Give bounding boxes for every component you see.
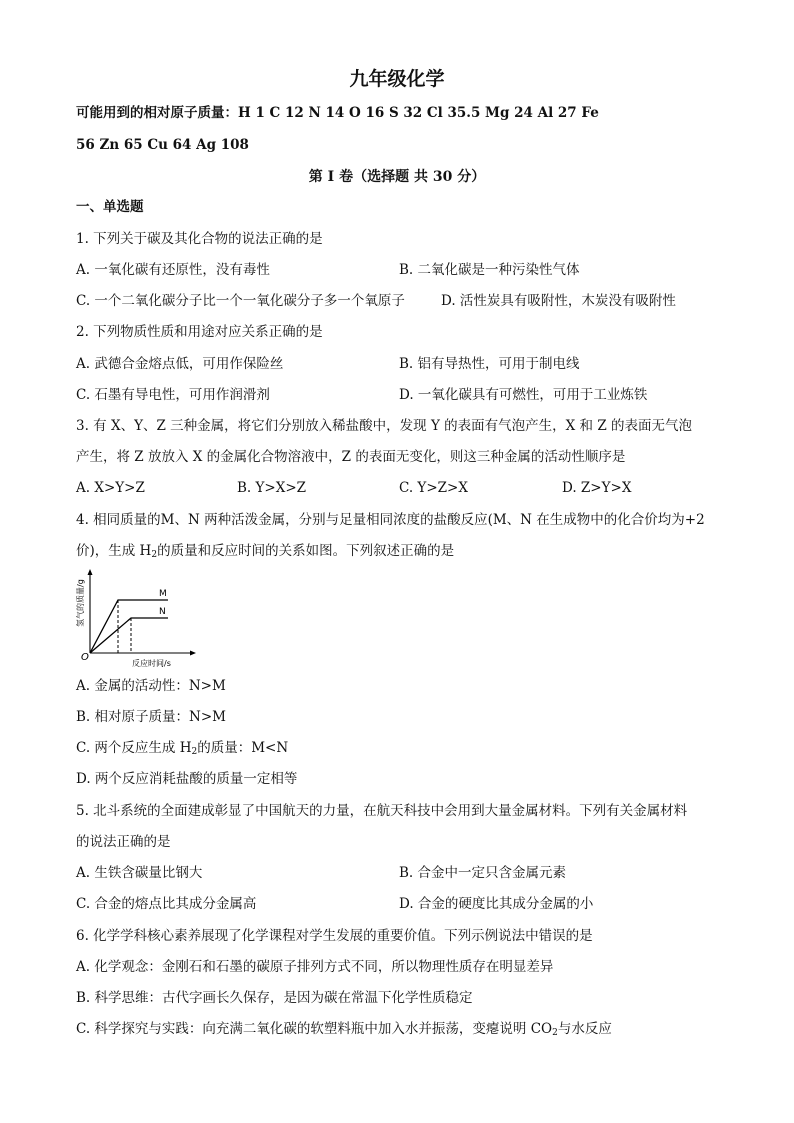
question-6-stem: 6. 化学学科核心素养展现了化学课程对学生发展的重要价值。下列示例说法中错误的是 (76, 928, 593, 944)
question-4-option-c-text-end: 的质量：M<N (197, 740, 289, 756)
question-3-stem-line-1: 3. 有 X、Y、Z 三种金属，将它们分别放入稀盐酸中，发现 Y 的表面有气泡产生，X 和 Z 的表面无气泡 (76, 418, 693, 434)
question-3-stem-line-2: 产生，将 Z 放放入 X 的金属化合物溶液中，Z 的表面无变化，则这三种金属的活动性顺序是 (76, 449, 626, 465)
question-4-option-c-text: C. 两个反应生成 H (76, 740, 192, 756)
series-line-n (90, 618, 168, 653)
question-4-option-c (76, 739, 288, 757)
question-1-stem: 1. 下列关于碳及其化合物的说法正确的是 (76, 231, 323, 247)
part-one-title: 第 I 卷（选择题 共 30 分） (308, 169, 486, 185)
question-2-option-c: C. 石墨有导电性，可用作润滑剂 (76, 387, 270, 403)
question-5-option-c: C. 合金的熔点比其成分金属高 (76, 896, 257, 912)
question-4-stem-text-end: 的质量和反应时间的关系如图。下列叙述正确的是 (157, 543, 455, 559)
question-3-option-a: A. X>Y>Z (76, 480, 145, 496)
question-4-option-a: A. 金属的活动性：N>M (76, 678, 226, 694)
question-4-option-b: B. 相对原子质量：N>M (76, 709, 226, 725)
question-3-option-b: B. Y>X>Z (237, 480, 307, 496)
question-6-option-b: B. 科学思维：古代字画长久保存，是因为碳在常温下化学性质稳定 (76, 990, 473, 1006)
question-6-option-a: A. 化学观念：金刚石和石墨的碳原子排列方式不同，所以物理性质存在明显差异 (76, 959, 554, 975)
question-6-option-c-subscript: 2 (552, 1028, 558, 1038)
question-1-option-c: C. 一个二氧化碳分子比一个一氧化碳分子多一个氧原子 (76, 293, 405, 309)
series-label-m: M (159, 589, 167, 599)
question-3-option-c: C. Y>Z>X (399, 480, 468, 496)
origin-label: O (81, 652, 89, 663)
question-3-option-d: D. Z>Y>X (562, 480, 632, 496)
question-4-subscript: 2 (151, 550, 158, 560)
question-4-stem-text: 价)，生成 H (76, 543, 152, 559)
question-2-stem: 2. 下列物质性质和用途对应关系正确的是 (76, 324, 323, 340)
question-5-stem-line-1: 5. 北斗系统的全面建成彰显了中国航天的力量，在航天科技中会用到大量金属材料。下列有关金属材料 (76, 803, 688, 819)
question-5-option-b: B. 合金中一定只含金属元素 (399, 865, 567, 881)
question-4-stem-line-2 (76, 542, 454, 560)
question-1-option-b: B. 二氧化碳是一种污染性气体 (399, 262, 580, 278)
page-title: 九年级化学 (349, 68, 445, 90)
y-axis-arrow (88, 569, 93, 575)
question-1-option-d: D. 活性炭具有吸附性，木炭没有吸附性 (441, 293, 676, 309)
section-title: 一、单选题 (76, 199, 144, 215)
x-axis-arrow (190, 651, 196, 656)
question-2-option-d: D. 一氧化碳具有可燃性，可用于工业炼铁 (399, 387, 648, 403)
question-5-stem-line-2: 的说法正确的是 (76, 834, 171, 850)
question-4-stem-line-1: 4. 相同质量的M、N 两种活泼金属，分别与足量相同浓度的盐酸反应(M、N 在生成物中的化合价均为+2 (76, 512, 705, 528)
y-axis-label: 氢气的质量/g (76, 579, 85, 627)
series-label-n: N (159, 607, 166, 617)
x-axis-label: 反应时间/s (132, 659, 171, 668)
question-2-option-a: A. 武德合金熔点低，可用作保险丝 (76, 356, 284, 372)
question-6-option-c-text: C. 科学探究与实践：向充满二氧化碳的软塑料瓶中加入水并振荡，变瘪说明 CO (76, 1021, 553, 1037)
question-6-option-c-text-end: 与水反应 (557, 1021, 612, 1037)
question-4-option-d: D. 两个反应消耗盐酸的质量一定相等 (76, 771, 298, 787)
hydrogen-mass-chart (68, 565, 198, 675)
question-5-option-d: D. 合金的硬度比其成分金属的小 (399, 896, 594, 912)
question-2-option-b: B. 铝有导热性，可用于制电线 (399, 356, 580, 372)
atomic-masses-line-1: 可能用到的相对原子质量：H 1 C 12 N 14 O 16 S 32 Cl 35.5 Mg 24 Al 27 Fe (76, 105, 599, 121)
question-4-option-c-subscript: 2 (191, 747, 198, 757)
question-5-option-a: A. 生铁含碳量比钢大 (76, 865, 203, 881)
question-6-option-c (76, 1020, 612, 1038)
atomic-masses-line-2: 56 Zn 65 Cu 64 Ag 108 (76, 137, 249, 153)
question-1-option-a: A. 一氧化碳有还原性，没有毒性 (76, 262, 270, 278)
series-line-m (90, 600, 168, 653)
